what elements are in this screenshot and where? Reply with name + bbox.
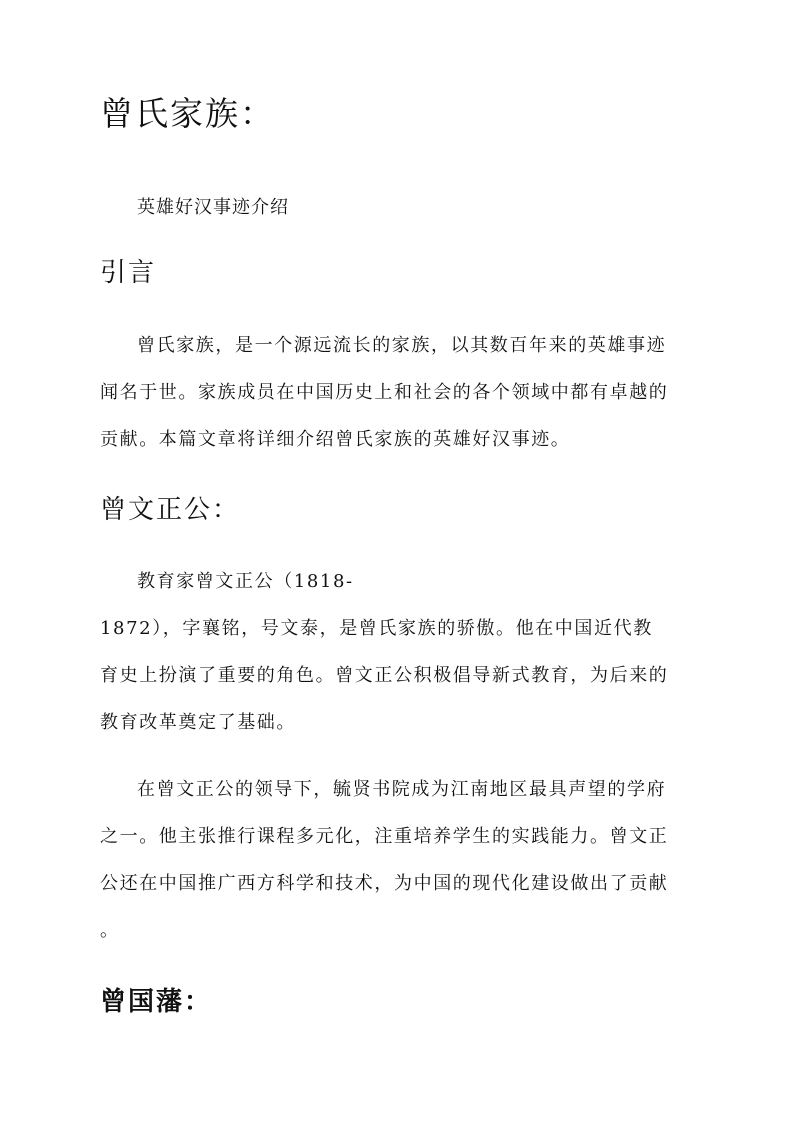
paragraph-line: 公还在中国推广西方科学和技术，为中国的现代化建设做出了贡献	[100, 873, 669, 894]
paragraph-line: 1872），字襄铭，号文泰，是曾氏家族的骄傲。他在中国近代教	[100, 618, 653, 639]
paragraph-line: 在曾文正公的领导下，毓贤书院成为江南地区最具声望的学府	[137, 779, 667, 800]
paragraph-line: 。	[100, 920, 120, 941]
section-heading-intro: 引言	[100, 258, 157, 288]
paragraph-line: 教育改革奠定了基础。	[100, 712, 296, 733]
intro-paragraph	[100, 322, 700, 463]
section-heading-zeng-wenzheng: 曾文正公：	[100, 495, 241, 525]
paragraph-line: 曾氏家族，是一个源远流长的家族，以其数百年来的英雄事迹	[137, 335, 667, 356]
section-heading-zeng-guofan: 曾国藩：	[100, 987, 213, 1017]
paragraph-line: 育史上扮演了重要的角色。曾文正公积极倡导新式教育，为后来的	[100, 665, 669, 686]
paragraph-line: 教育家曾文正公（1818-	[137, 571, 354, 592]
document-title: 曾氏家族：	[100, 94, 275, 133]
paragraph-line: 之一。他主张推行课程多元化，注重培养学生的实践能力。曾文正	[100, 826, 669, 847]
paragraph-line: 闻名于世。家族成员在中国历史上和社会的各个领域中都有卓越的	[100, 382, 669, 403]
zeng-wenzheng-paragraph-1	[100, 558, 700, 746]
zeng-wenzheng-paragraph-2	[100, 766, 700, 954]
paragraph-line: 贡献。本篇文章将详细介绍曾氏家族的英雄好汉事迹。	[100, 429, 571, 450]
document-subtitle: 英雄好汉事迹介绍	[137, 197, 289, 218]
